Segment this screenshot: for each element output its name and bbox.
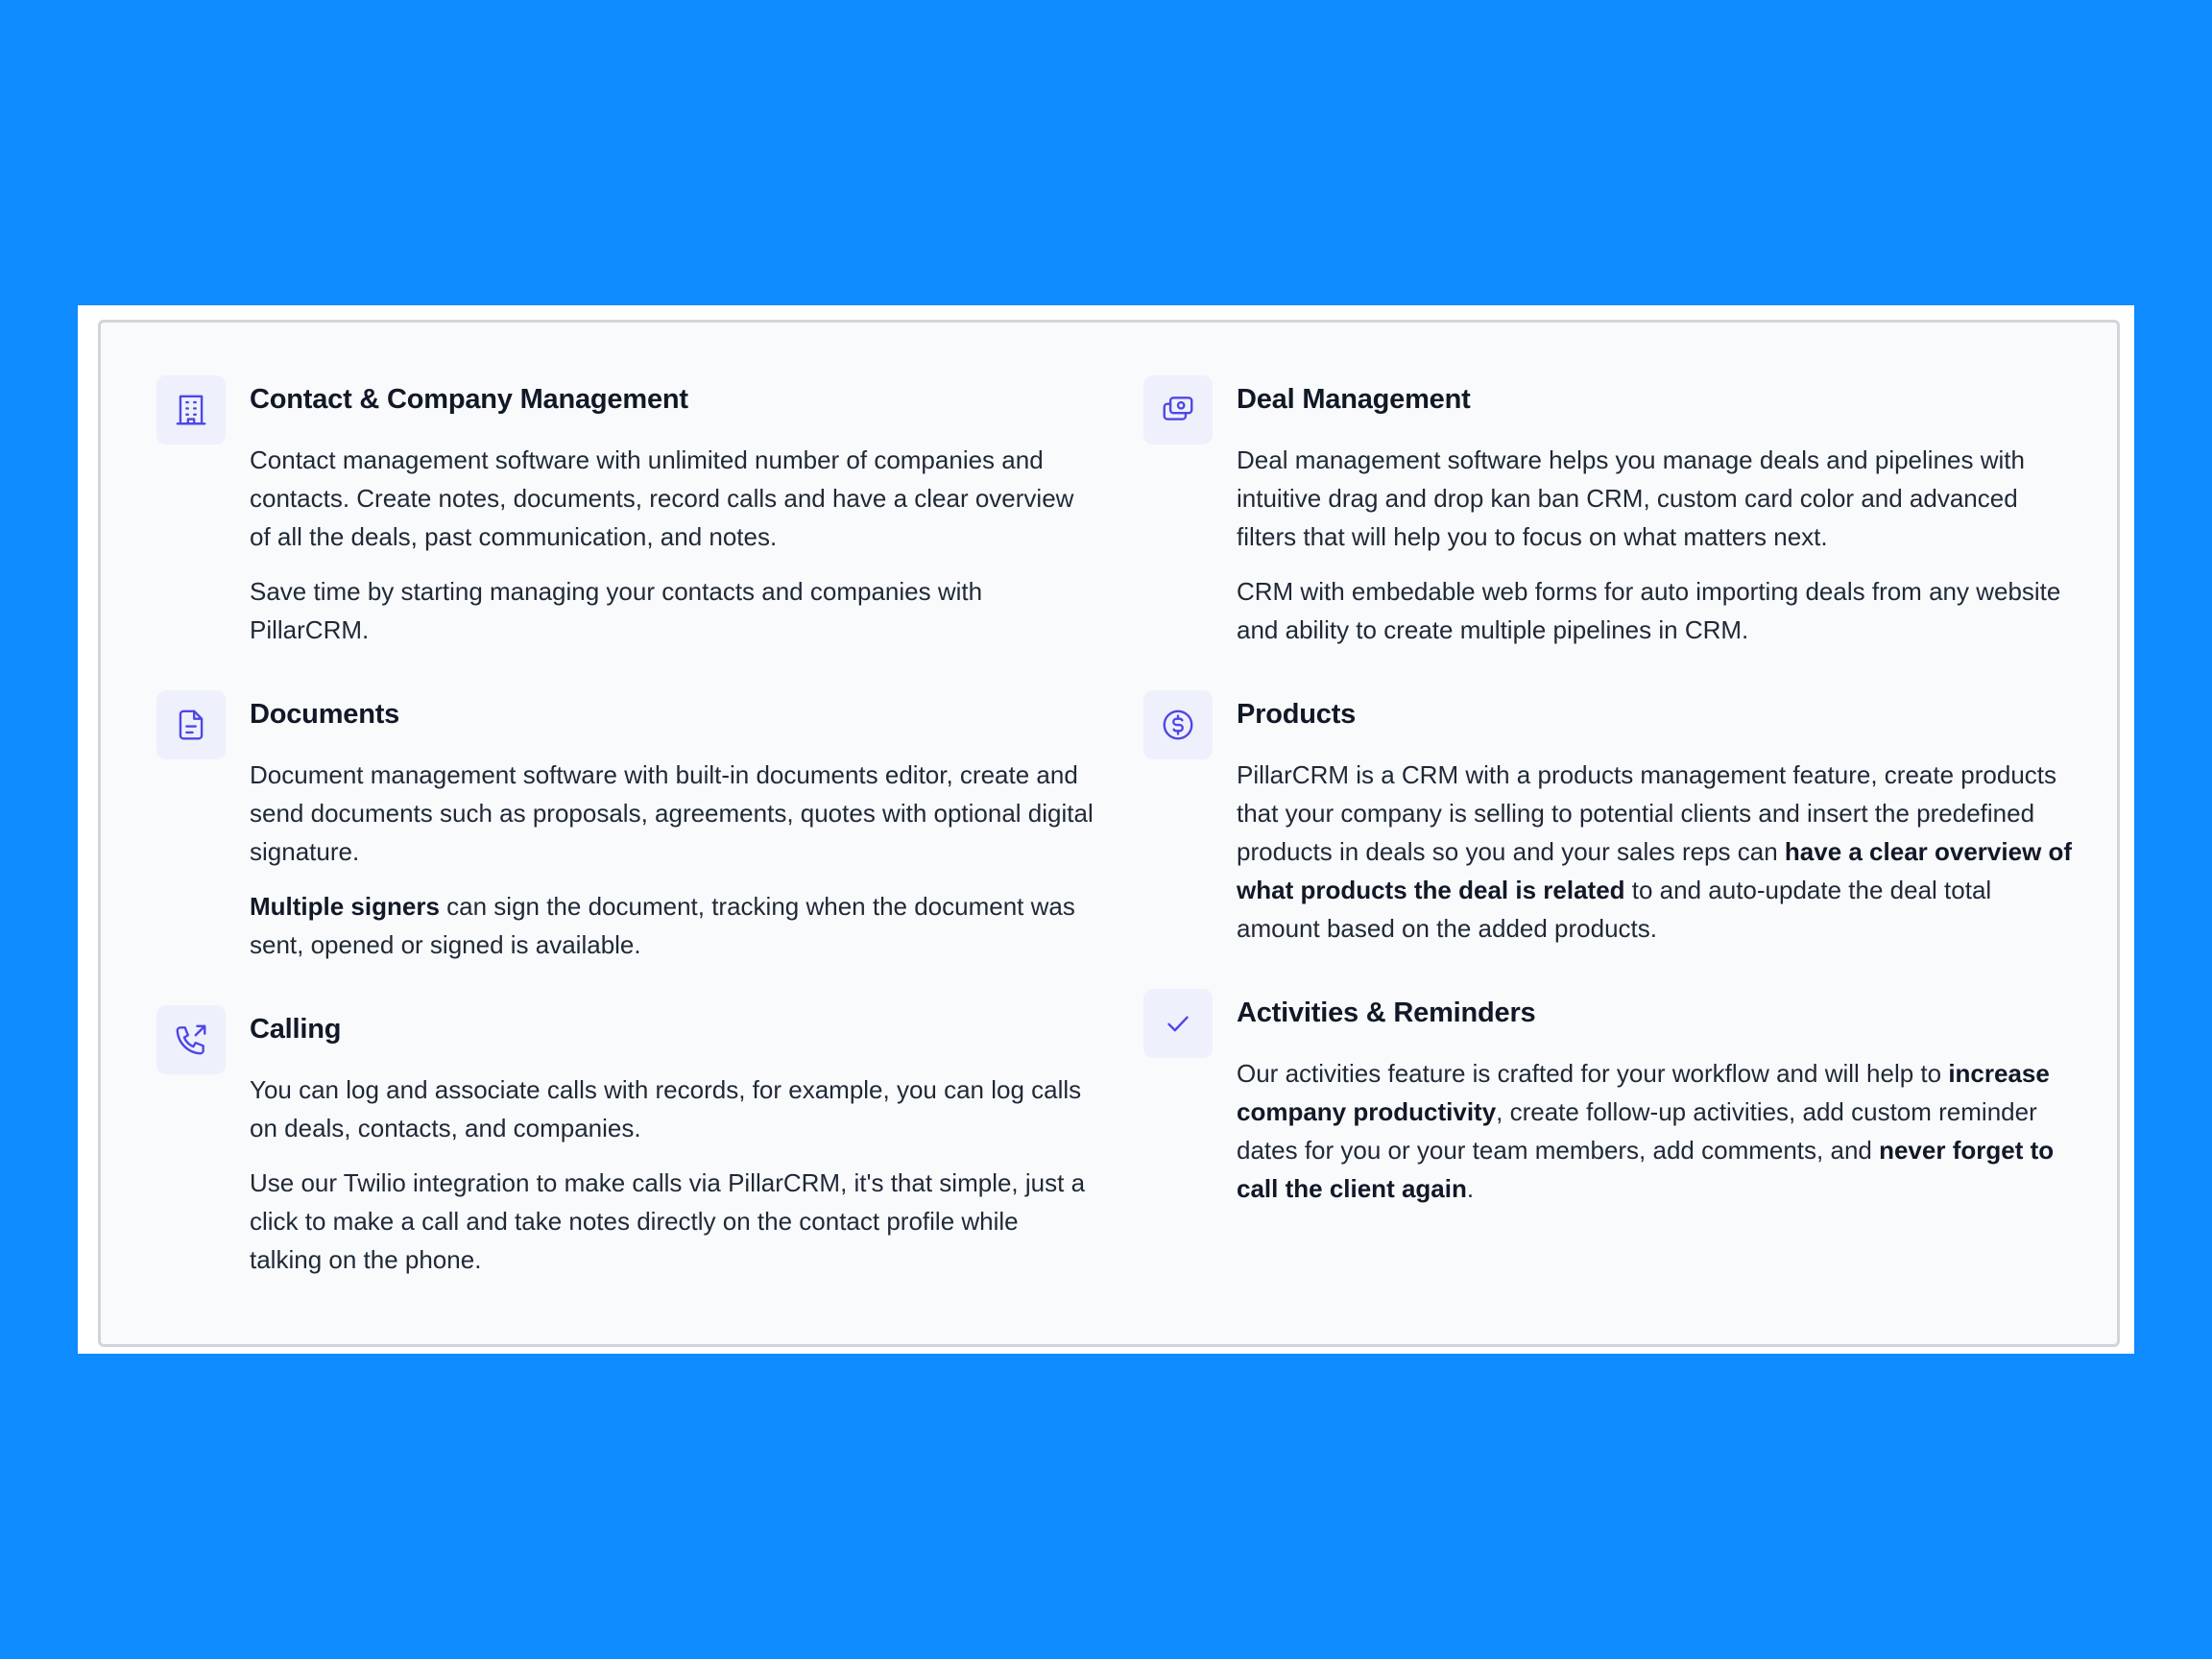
feature-description: Use our Twilio integration to make calls via PillarCRM, it's that simple, just a click to make a call and take notes directly on the contact profile while talking on the phone. — [250, 1168, 1086, 1274]
feature-title: Calling — [250, 1014, 342, 1045]
bold-text: increase company productivity — [1237, 1059, 2050, 1126]
text-span: PillarCRM is a CRM with a products management feature, create products that your company is selling to potential clients and insert the predefined products in deals so you and your sales reps can — [1237, 760, 2057, 866]
bold-text: have a clear overview of what products the deal is related — [1237, 837, 2073, 904]
feature-title: Products — [1237, 699, 1357, 730]
feature-description: Document management software with built-in documents editor, create and send documents such as proposals, agreements, quotes with optional digital signature. — [250, 760, 1094, 866]
bold-text: Multiple signers — [250, 892, 440, 921]
text-span: can sign the document, tracking when the document was sent, opened or signed is available. — [250, 892, 1075, 959]
feature-description: CRM with embedable web forms for auto importing deals from any website and ability to create multiple pipelines in CRM. — [1237, 577, 2061, 644]
building-icon — [156, 375, 226, 445]
document-icon — [156, 690, 226, 759]
feature-title: Contact & Company Management — [250, 384, 688, 415]
feature-description: Deal management software helps you manage deals and pipelines with intuitive drag and drop kan ban CRM, custom card color and advanced filters that will help you to focus on what matters next. — [1237, 445, 2025, 551]
feature-description — [1237, 1054, 2081, 1208]
feature-title: Deal Management — [1237, 384, 1471, 415]
text-span: to and auto-update the deal total amount based on the added products. — [1237, 876, 1992, 943]
feature-description: You can log and associate calls with records, for example, you can log calls on deals, contacts, and companies. — [250, 1075, 1082, 1142]
feature-description: Contact management software with unlimited number of companies and contacts. Create notes, documents, record calls and have a clear overview of all the deals, past communication, and notes. — [250, 445, 1074, 551]
cash-icon — [1143, 375, 1213, 445]
frame — [78, 305, 2134, 1354]
feature-description: Save time by starting managing your contacts and companies with PillarCRM. — [250, 577, 983, 644]
text-span: . — [1466, 1174, 1475, 1203]
phone-outgoing-icon — [156, 1005, 226, 1074]
feature-description — [1237, 756, 2081, 948]
feature-description — [250, 887, 1094, 964]
check-icon — [1143, 989, 1213, 1058]
features-card — [98, 320, 2120, 1347]
currency-dollar-icon — [1143, 690, 1213, 759]
bold-text: never forget to call the client again — [1237, 1136, 2055, 1203]
feature-title: Activities & Reminders — [1237, 998, 1536, 1028]
text-span: , create follow-up activities, add custom reminder dates for you or your team members, add comments, and — [1237, 1097, 2037, 1165]
feature-title: Documents — [250, 699, 400, 730]
text-span: Our activities feature is crafted for your workflow and will help to — [1237, 1059, 1949, 1088]
